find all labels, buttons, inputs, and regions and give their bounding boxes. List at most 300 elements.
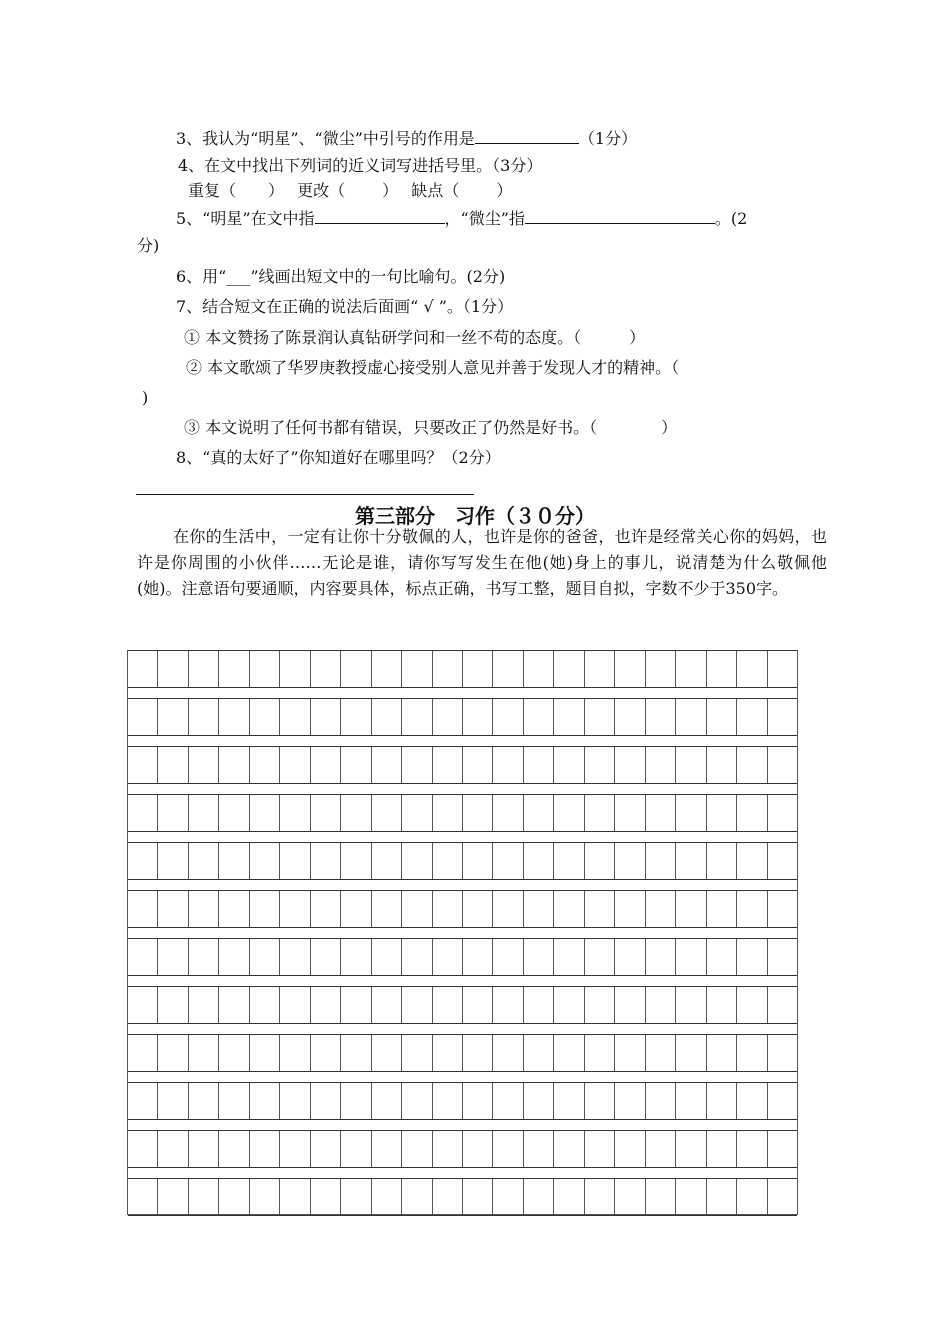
- grid-cell[interactable]: [128, 843, 158, 879]
- grid-cell[interactable]: [493, 747, 523, 783]
- grid-cell[interactable]: [372, 1083, 402, 1119]
- grid-cell[interactable]: [402, 891, 432, 927]
- grid-cell[interactable]: [219, 939, 249, 975]
- grid-cell[interactable]: [128, 1131, 158, 1167]
- grid-cell[interactable]: [280, 795, 310, 831]
- grid-cell[interactable]: [737, 1083, 767, 1119]
- grid-cell[interactable]: [250, 1035, 280, 1071]
- question-3-score: （1分）: [578, 129, 638, 148]
- grid-cell[interactable]: [554, 987, 584, 1023]
- grid-cell[interactable]: [493, 1083, 523, 1119]
- grid-cell[interactable]: [158, 843, 188, 879]
- grid-cell[interactable]: [402, 1035, 432, 1071]
- grid-cell[interactable]: [646, 651, 676, 687]
- grid-cell[interactable]: [433, 1035, 463, 1071]
- grid-cell[interactable]: [128, 1035, 158, 1071]
- grid-cell[interactable]: [433, 987, 463, 1023]
- grid-cell[interactable]: [311, 1179, 341, 1215]
- grid-cell[interactable]: [311, 747, 341, 783]
- grid-cell[interactable]: [524, 651, 554, 687]
- grid-cell[interactable]: [768, 747, 797, 783]
- grid-cell[interactable]: [646, 843, 676, 879]
- grid-cell[interactable]: [372, 843, 402, 879]
- grid-cell[interactable]: [493, 699, 523, 735]
- grid-cell[interactable]: [219, 1035, 249, 1071]
- grid-cell[interactable]: [372, 651, 402, 687]
- grid-cell[interactable]: [524, 987, 554, 1023]
- answer-blank[interactable]: [525, 207, 715, 224]
- grid-cell[interactable]: [311, 843, 341, 879]
- grid-row: [128, 1178, 797, 1216]
- grid-cell[interactable]: [463, 1083, 493, 1119]
- question-8: 8、“真的太好了”你知道好在哪里吗？（2分）: [176, 448, 501, 467]
- q5-part: 。(2: [714, 209, 748, 228]
- grid-cell[interactable]: [280, 1083, 310, 1119]
- grid-cell[interactable]: [524, 843, 554, 879]
- grid-cell[interactable]: [433, 795, 463, 831]
- grid-cell[interactable]: [372, 1131, 402, 1167]
- grid-cell[interactable]: [128, 987, 158, 1023]
- grid-cell[interactable]: [493, 1131, 523, 1167]
- grid-cell[interactable]: [768, 795, 797, 831]
- question-3-text: 3、我认为“明星”、“微尘”中引号的作用是: [176, 129, 475, 148]
- grid-cell[interactable]: [433, 1179, 463, 1215]
- grid-cell[interactable]: [493, 891, 523, 927]
- writing-grid[interactable]: [127, 650, 798, 1215]
- grid-cell[interactable]: [341, 1083, 371, 1119]
- grid-cell[interactable]: [189, 651, 219, 687]
- grid-cell[interactable]: [615, 1179, 645, 1215]
- grid-cell[interactable]: [341, 987, 371, 1023]
- grid-cell[interactable]: [250, 747, 280, 783]
- grid-cell[interactable]: [493, 651, 523, 687]
- grid-cell[interactable]: [737, 651, 767, 687]
- grid-cell[interactable]: [463, 987, 493, 1023]
- grid-cell[interactable]: [463, 891, 493, 927]
- grid-cell[interactable]: [707, 987, 737, 1023]
- grid-cell[interactable]: [189, 1179, 219, 1215]
- grid-cell[interactable]: [615, 795, 645, 831]
- grid-cell[interactable]: [341, 939, 371, 975]
- grid-cell[interactable]: [646, 795, 676, 831]
- grid-cell[interactable]: [219, 651, 249, 687]
- grid-cell[interactable]: [554, 747, 584, 783]
- grid-cell[interactable]: [189, 795, 219, 831]
- grid-cell[interactable]: [433, 699, 463, 735]
- grid-cell[interactable]: [280, 651, 310, 687]
- answer-line[interactable]: [136, 494, 474, 495]
- grid-cell[interactable]: [402, 795, 432, 831]
- grid-cell[interactable]: [646, 699, 676, 735]
- grid-cell[interactable]: [615, 891, 645, 927]
- grid-cell[interactable]: [158, 891, 188, 927]
- grid-cell[interactable]: [219, 987, 249, 1023]
- grid-cell[interactable]: [128, 1179, 158, 1215]
- grid-cell[interactable]: [402, 699, 432, 735]
- grid-cell[interactable]: [554, 843, 584, 879]
- question-4: 4、在文中找出下列词的近义词写进括号里。（3分）: [178, 156, 543, 175]
- grid-cell[interactable]: [463, 747, 493, 783]
- grid-cell[interactable]: [128, 699, 158, 735]
- grid-cell[interactable]: [707, 747, 737, 783]
- grid-cell[interactable]: [493, 939, 523, 975]
- grid-cell[interactable]: [676, 1179, 706, 1215]
- grid-cell[interactable]: [524, 1131, 554, 1167]
- grid-cell[interactable]: [585, 843, 615, 879]
- grid-cell[interactable]: [707, 699, 737, 735]
- grid-cell[interactable]: [250, 699, 280, 735]
- grid-cell[interactable]: [250, 1131, 280, 1167]
- grid-cell[interactable]: [189, 843, 219, 879]
- grid-cell[interactable]: [158, 795, 188, 831]
- grid-cell[interactable]: [554, 891, 584, 927]
- grid-cell[interactable]: [737, 1131, 767, 1167]
- grid-cell[interactable]: [341, 699, 371, 735]
- grid-cell[interactable]: [280, 1131, 310, 1167]
- grid-cell[interactable]: [585, 699, 615, 735]
- grid-cell[interactable]: [737, 747, 767, 783]
- grid-cell[interactable]: [585, 939, 615, 975]
- grid-cell[interactable]: [402, 651, 432, 687]
- grid-cell[interactable]: [189, 699, 219, 735]
- grid-cell[interactable]: [737, 987, 767, 1023]
- grid-cell[interactable]: [402, 747, 432, 783]
- grid-cell[interactable]: [615, 1131, 645, 1167]
- grid-cell[interactable]: [280, 891, 310, 927]
- grid-cell[interactable]: [158, 987, 188, 1023]
- grid-cell[interactable]: [737, 939, 767, 975]
- grid-cell[interactable]: [433, 1083, 463, 1119]
- grid-cell[interactable]: [372, 891, 402, 927]
- grid-cell[interactable]: [372, 795, 402, 831]
- grid-cell[interactable]: [646, 1083, 676, 1119]
- grid-cell[interactable]: [311, 1083, 341, 1119]
- grid-cell[interactable]: [280, 1035, 310, 1071]
- grid-cell[interactable]: [341, 1035, 371, 1071]
- grid-cell[interactable]: [768, 987, 797, 1023]
- grid-cell[interactable]: [737, 699, 767, 735]
- grid-cell[interactable]: [128, 747, 158, 783]
- grid-cell[interactable]: [433, 651, 463, 687]
- grid-cell[interactable]: [493, 795, 523, 831]
- grid-cell[interactable]: [128, 795, 158, 831]
- grid-cell[interactable]: [615, 1083, 645, 1119]
- grid-cell[interactable]: [311, 987, 341, 1023]
- question-7: 7、结合短文在正确的说法后面画“ √ ”。（1分）: [176, 297, 514, 316]
- grid-cell[interactable]: [402, 843, 432, 879]
- grid-cell[interactable]: [219, 795, 249, 831]
- grid-cell[interactable]: [402, 1083, 432, 1119]
- grid-cell[interactable]: [615, 939, 645, 975]
- grid-cell[interactable]: [372, 747, 402, 783]
- grid-cell[interactable]: [554, 1035, 584, 1071]
- grid-cell[interactable]: [524, 699, 554, 735]
- grid-cell[interactable]: [250, 843, 280, 879]
- grid-cell[interactable]: [707, 843, 737, 879]
- grid-cell[interactable]: [524, 1179, 554, 1215]
- grid-cell[interactable]: [372, 1179, 402, 1215]
- question-7-2-cont: ): [142, 388, 149, 407]
- grid-cell[interactable]: [707, 1179, 737, 1215]
- grid-cell[interactable]: [402, 1179, 432, 1215]
- grid-cell[interactable]: [158, 939, 188, 975]
- grid-cell[interactable]: [646, 747, 676, 783]
- grid-cell[interactable]: [158, 1083, 188, 1119]
- grid-cell[interactable]: [524, 891, 554, 927]
- grid-cell[interactable]: [615, 699, 645, 735]
- grid-cell[interactable]: [128, 891, 158, 927]
- grid-cell[interactable]: [585, 1035, 615, 1071]
- grid-cell[interactable]: [707, 795, 737, 831]
- answer-blank[interactable]: [475, 127, 579, 144]
- grid-cell[interactable]: [433, 843, 463, 879]
- grid-cell[interactable]: [646, 1179, 676, 1215]
- grid-cell[interactable]: [554, 795, 584, 831]
- question-7-3: ③ 本文说明了任何书都有错误，只要改正了仍然是好书。（ ）: [184, 418, 678, 437]
- section-title: 第三部分 习作（３０分）: [355, 504, 595, 528]
- grid-cell[interactable]: [585, 651, 615, 687]
- grid-cell[interactable]: [737, 891, 767, 927]
- grid-cell[interactable]: [250, 939, 280, 975]
- grid-cell[interactable]: [219, 1131, 249, 1167]
- grid-cell[interactable]: [128, 1083, 158, 1119]
- grid-cell[interactable]: [219, 747, 249, 783]
- question-5-cont: 分): [137, 236, 160, 255]
- grid-cell[interactable]: [128, 651, 158, 687]
- grid-cell[interactable]: [646, 1131, 676, 1167]
- grid-cell[interactable]: [615, 651, 645, 687]
- grid-cell[interactable]: [219, 843, 249, 879]
- grid-cell[interactable]: [311, 1131, 341, 1167]
- grid-row: [128, 1082, 797, 1120]
- q5-part: ，“微尘”指: [444, 209, 525, 228]
- grid-cell[interactable]: [737, 1179, 767, 1215]
- grid-cell[interactable]: [280, 1179, 310, 1215]
- grid-cell[interactable]: [737, 795, 767, 831]
- grid-cell[interactable]: [554, 651, 584, 687]
- question-5: [176, 207, 747, 229]
- grid-cell[interactable]: [341, 795, 371, 831]
- grid-cell[interactable]: [250, 987, 280, 1023]
- grid-cell[interactable]: [493, 987, 523, 1023]
- q5-part: 5、“明星”在文中指: [176, 209, 315, 228]
- grid-cell[interactable]: [524, 1083, 554, 1119]
- question-3: [176, 127, 637, 149]
- grid-cell[interactable]: [311, 891, 341, 927]
- grid-cell[interactable]: [615, 747, 645, 783]
- grid-cell[interactable]: [615, 987, 645, 1023]
- grid-cell[interactable]: [128, 939, 158, 975]
- grid-cell[interactable]: [189, 1035, 219, 1071]
- grid-cell[interactable]: [402, 1131, 432, 1167]
- grid-cell[interactable]: [280, 987, 310, 1023]
- grid-cell[interactable]: [707, 1035, 737, 1071]
- grid-cell[interactable]: [219, 1083, 249, 1119]
- grid-cell[interactable]: [250, 1083, 280, 1119]
- grid-cell[interactable]: [189, 1083, 219, 1119]
- grid-cell[interactable]: [158, 699, 188, 735]
- grid-cell[interactable]: [463, 795, 493, 831]
- grid-cell[interactable]: [768, 843, 797, 879]
- grid-cell[interactable]: [676, 699, 706, 735]
- grid-cell[interactable]: [585, 987, 615, 1023]
- grid-cell[interactable]: [280, 699, 310, 735]
- grid-cell[interactable]: [463, 843, 493, 879]
- grid-cell[interactable]: [250, 795, 280, 831]
- grid-cell[interactable]: [676, 747, 706, 783]
- grid-cell[interactable]: [585, 891, 615, 927]
- grid-cell[interactable]: [554, 939, 584, 975]
- grid-cell[interactable]: [585, 1131, 615, 1167]
- grid-cell[interactable]: [493, 1179, 523, 1215]
- grid-cell[interactable]: [280, 843, 310, 879]
- grid-cell[interactable]: [554, 699, 584, 735]
- grid-row: [128, 842, 797, 880]
- question-4-words: 重复（ ） 更改（ ） 缺点（ ）: [188, 181, 513, 200]
- grid-cell[interactable]: [280, 939, 310, 975]
- grid-cell[interactable]: [676, 1035, 706, 1071]
- grid-cell[interactable]: [158, 1131, 188, 1167]
- grid-row: [128, 938, 797, 976]
- writing-prompt: 在你的生活中，一定有让你十分敬佩的人，也许是你的爸爸，也许是经常关心你的妈妈，也许是你周围的小伙伴……无论是谁，请你写写发生在他(她)身上的事儿，说清楚为什么敬佩他(她)。注意语句要通顺，内容要具体，标点正确，书写工整，题目自拟，字数不少于350字。: [137, 527, 827, 598]
- grid-row: [128, 986, 797, 1024]
- grid-cell[interactable]: [433, 747, 463, 783]
- grid-cell[interactable]: [402, 939, 432, 975]
- grid-cell[interactable]: [768, 1035, 797, 1071]
- grid-cell[interactable]: [524, 1035, 554, 1071]
- grid-row: [128, 1034, 797, 1072]
- grid-row: [128, 746, 797, 784]
- grid-cell[interactable]: [585, 747, 615, 783]
- grid-cell[interactable]: [707, 651, 737, 687]
- grid-cell[interactable]: [768, 939, 797, 975]
- grid-cell[interactable]: [524, 939, 554, 975]
- grid-cell[interactable]: [768, 651, 797, 687]
- grid-cell[interactable]: [189, 891, 219, 927]
- grid-row: [128, 650, 797, 688]
- grid-cell[interactable]: [676, 795, 706, 831]
- grid-cell[interactable]: [311, 699, 341, 735]
- grid-cell[interactable]: [311, 651, 341, 687]
- grid-cell[interactable]: [646, 939, 676, 975]
- grid-cell[interactable]: [554, 1179, 584, 1215]
- grid-cell[interactable]: [524, 795, 554, 831]
- grid-row: [128, 1130, 797, 1168]
- grid-cell[interactable]: [737, 843, 767, 879]
- grid-cell[interactable]: [433, 891, 463, 927]
- grid-cell[interactable]: [707, 1131, 737, 1167]
- grid-cell[interactable]: [585, 1179, 615, 1215]
- grid-cell[interactable]: [707, 939, 737, 975]
- grid-cell[interactable]: [341, 1131, 371, 1167]
- grid-cell[interactable]: [768, 891, 797, 927]
- grid-cell[interactable]: [433, 1131, 463, 1167]
- grid-cell[interactable]: [493, 1035, 523, 1071]
- grid-row: [128, 698, 797, 736]
- grid-cell[interactable]: [676, 1131, 706, 1167]
- grid-cell[interactable]: [250, 891, 280, 927]
- grid-row: [128, 794, 797, 832]
- grid-cell[interactable]: [493, 843, 523, 879]
- grid-cell[interactable]: [585, 795, 615, 831]
- question-7-2: ② 本文歌颂了华罗庚教授虚心接受别人意见并善于发现人才的精神。（: [186, 358, 680, 377]
- grid-cell[interactable]: [768, 1131, 797, 1167]
- grid-cell[interactable]: [372, 1035, 402, 1071]
- grid-cell[interactable]: [463, 939, 493, 975]
- question-7-1: ① 本文赞扬了陈景润认真钻研学问和一丝不苟的态度。（ ）: [184, 328, 646, 347]
- grid-cell[interactable]: [189, 987, 219, 1023]
- grid-cell[interactable]: [768, 699, 797, 735]
- grid-cell[interactable]: [524, 747, 554, 783]
- grid-cell[interactable]: [280, 747, 310, 783]
- grid-cell[interactable]: [311, 939, 341, 975]
- grid-cell[interactable]: [219, 699, 249, 735]
- grid-row: [128, 890, 797, 928]
- grid-cell[interactable]: [676, 1083, 706, 1119]
- grid-cell[interactable]: [463, 699, 493, 735]
- grid-cell[interactable]: [219, 891, 249, 927]
- grid-cell[interactable]: [585, 1083, 615, 1119]
- grid-cell[interactable]: [158, 747, 188, 783]
- grid-cell[interactable]: [463, 1035, 493, 1071]
- grid-cell[interactable]: [676, 939, 706, 975]
- grid-cell[interactable]: [189, 747, 219, 783]
- grid-cell[interactable]: [676, 891, 706, 927]
- grid-cell[interactable]: [158, 1179, 188, 1215]
- grid-cell[interactable]: [615, 843, 645, 879]
- grid-cell[interactable]: [158, 651, 188, 687]
- grid-cell[interactable]: [433, 939, 463, 975]
- grid-cell[interactable]: [676, 987, 706, 1023]
- grid-cell[interactable]: [646, 1035, 676, 1071]
- grid-cell[interactable]: [707, 1083, 737, 1119]
- grid-cell[interactable]: [615, 1035, 645, 1071]
- grid-cell[interactable]: [341, 891, 371, 927]
- grid-cell[interactable]: [463, 651, 493, 687]
- grid-cell[interactable]: [402, 987, 432, 1023]
- grid-cell[interactable]: [554, 1083, 584, 1119]
- grid-cell[interactable]: [463, 1179, 493, 1215]
- grid-cell[interactable]: [372, 987, 402, 1023]
- grid-cell[interactable]: [311, 795, 341, 831]
- grid-cell[interactable]: [341, 651, 371, 687]
- grid-cell[interactable]: [737, 1035, 767, 1071]
- grid-cell[interactable]: [219, 1179, 249, 1215]
- grid-cell[interactable]: [768, 1179, 797, 1215]
- question-6: 6、用“___”线画出短文中的一句比喻句。(2分): [176, 267, 506, 286]
- grid-cell[interactable]: [676, 651, 706, 687]
- grid-cell[interactable]: [646, 891, 676, 927]
- grid-cell[interactable]: [676, 843, 706, 879]
- grid-cell[interactable]: [463, 1131, 493, 1167]
- grid-cell[interactable]: [768, 1083, 797, 1119]
- grid-cell[interactable]: [341, 747, 371, 783]
- grid-cell[interactable]: [707, 891, 737, 927]
- grid-cell[interactable]: [189, 939, 219, 975]
- grid-cell[interactable]: [554, 1131, 584, 1167]
- answer-blank[interactable]: [315, 207, 445, 224]
- grid-cell[interactable]: [646, 987, 676, 1023]
- grid-cell[interactable]: [158, 1035, 188, 1071]
- grid-cell[interactable]: [311, 1035, 341, 1071]
- grid-cell[interactable]: [250, 1179, 280, 1215]
- grid-cell[interactable]: [250, 651, 280, 687]
- grid-cell[interactable]: [372, 939, 402, 975]
- grid-cell[interactable]: [341, 843, 371, 879]
- grid-cell[interactable]: [341, 1179, 371, 1215]
- grid-cell[interactable]: [372, 699, 402, 735]
- grid-cell[interactable]: [189, 1131, 219, 1167]
